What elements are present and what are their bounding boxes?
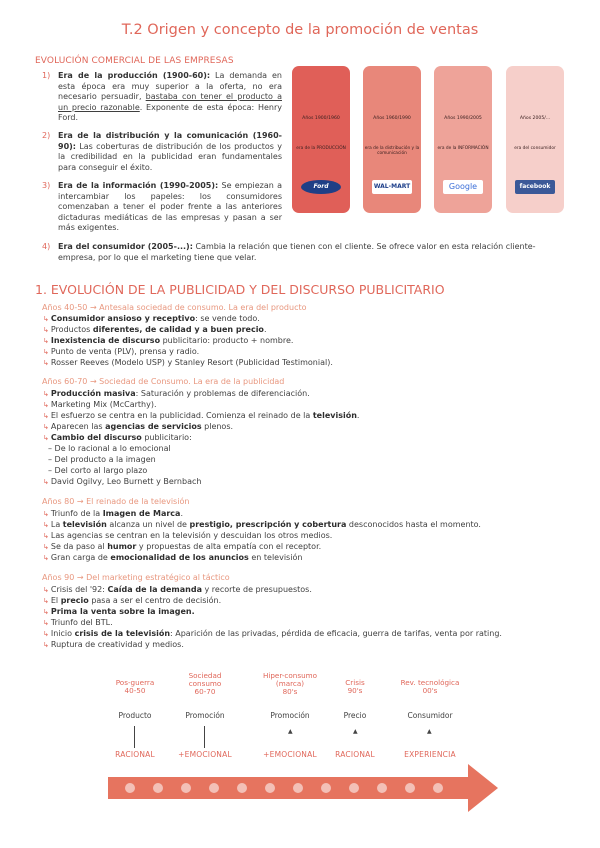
era-card-years: Años 1990/2005 xyxy=(444,116,482,121)
bullet-line: ↳ Las agencias se centran en la televisión y descuidan los otros medios. xyxy=(43,531,333,540)
arrow-icon: ↳ xyxy=(43,586,49,594)
bullet-line: ↳ Aparecen las agencias de servicios plenos. xyxy=(43,422,234,431)
bullet-line: ↳ Inexistencia de discurso publicitario: producto + nombre. xyxy=(43,336,294,345)
period-heading: Años 80 → El reinado de la televisión xyxy=(42,497,190,506)
era-card xyxy=(434,66,492,213)
era-card-label: era de la distribución y la comunicación xyxy=(364,146,420,156)
arrow-icon: ↳ xyxy=(43,619,49,627)
section-heading-publicidad: 1. EVOLUCIÓN DE LA PUBLICIDAD Y DEL DISCURSO PUBLICITARIO xyxy=(35,282,445,297)
arrow-icon: ↳ xyxy=(43,434,49,442)
period-heading: Años 40-50 → Antesala sociedad de consumo. La era del producto xyxy=(42,303,307,312)
arrow-icon: ↳ xyxy=(43,348,49,356)
bullet-line: ↳ Punto de venta (PLV), prensa y radio. xyxy=(43,347,200,356)
era-text: Se empiezan a intercambiar los papeles: los consumidores comenzaban a tener el poder frente a las anteriores dictaduras mediáticas de las empresas y pasan a ser más exigentes. xyxy=(58,181,283,232)
era-card xyxy=(506,66,564,213)
era-card-years: Años 1960/1990 xyxy=(373,116,411,121)
bullet-line: ↳ Se da paso al humor y propuestas de alta empatía con el receptor. xyxy=(43,542,322,551)
timeline-marker: ▲ xyxy=(288,728,293,735)
bullet-line: ↳ Triunfo del BTL. xyxy=(43,618,113,627)
timeline-connector xyxy=(204,726,205,748)
era-number: 2) xyxy=(42,131,51,140)
era-title: Era del consumidor (2005-...): xyxy=(58,242,193,251)
arrow-icon: ↳ xyxy=(43,315,49,323)
bullet-line: ↳ David Ogilvy, Leo Burnett y Bernbach xyxy=(43,477,202,486)
timeline-focus-label: Consumidor xyxy=(407,711,453,720)
timeline-focus-label: Producto xyxy=(118,711,152,720)
timeline-marker: ▲ xyxy=(353,728,358,735)
era-item xyxy=(42,242,562,263)
arrow-icon: ↳ xyxy=(43,510,49,518)
arrow-icon: ↳ xyxy=(43,390,49,398)
timeline-tone-label: +EMOCIONAL xyxy=(178,750,232,759)
period-heading: Años 90 → Del marketing estratégico al táctico xyxy=(42,573,230,582)
era-title: Era de la producción (1900-60): xyxy=(58,71,211,80)
era-item xyxy=(42,131,282,173)
bullet-line: ↳ El precio pasa a ser el centro de decisión. xyxy=(43,596,222,605)
arrow-icon: ↳ xyxy=(43,521,49,529)
timeline-period-label: Hiper-consumo (marca) 80's xyxy=(262,671,318,696)
arrow-icon: ↳ xyxy=(43,401,49,409)
era-card-label: era de la PRODUCCIÓN xyxy=(296,146,346,151)
timeline-focus-label: Promoción xyxy=(270,711,310,720)
timeline-arrow xyxy=(108,764,498,814)
bullet-line: ↳ Inicio crisis de la televisión: Aparición de las privadas, pérdida de eficacia, guerra de tarifas, venta por rating. xyxy=(43,629,502,638)
timeline-period-label: Crisis 90's xyxy=(345,678,365,695)
walmart-logo-icon: WAL-MART xyxy=(372,180,412,194)
bullet-line: ↳ Rosser Reeves (Modelo USP) y Stanley Resort (Publicidad Testimonial). xyxy=(43,358,333,367)
era-card-label: era del consumidor xyxy=(514,146,556,151)
bullet-line: ↳ Cambio del discurso publicitario: xyxy=(43,433,192,442)
era-card-years: Años 1900/1960 xyxy=(302,116,340,121)
timeline-focus-label: Precio xyxy=(343,711,367,720)
arrow-icon: ↳ xyxy=(43,337,49,345)
bullet-line: ↳ La televisión alcanza un nivel de prestigio, prescripción y cobertura desconocidos hasta el momento. xyxy=(43,520,481,529)
timeline-tone-label: +EMOCIONAL xyxy=(263,750,317,759)
era-item xyxy=(42,181,282,234)
arrow-icon: ↳ xyxy=(43,543,49,551)
timeline-tone-label: RACIONAL xyxy=(335,750,375,759)
timeline-tone-label: EXPERIENCIA xyxy=(404,750,456,759)
arrow-icon: ↳ xyxy=(43,326,49,334)
period-heading: Años 60-70 → Sociedad de Consumo. La era de la publicidad xyxy=(42,377,285,386)
era-number: 3) xyxy=(42,181,51,190)
arrow-icon: ↳ xyxy=(43,423,49,431)
era-card-label: era de la INFORMACIÓN xyxy=(437,146,489,151)
page-title: T.2 Origen y concepto de la promoción de ventas xyxy=(121,22,479,38)
arrow-icon: ↳ xyxy=(43,630,49,638)
era-number: 4) xyxy=(42,242,51,251)
era-tail: . Exponente de esta época: Henry Ford. xyxy=(58,102,282,122)
arrow-icon: ↳ xyxy=(43,608,49,616)
era-text: Cambia la relación que tienen con el cliente. Se ofrece valor en esta relación cliente-empresa, por lo que el marketing tiene que velar. xyxy=(58,242,536,262)
bullet-line: ↳ Crisis del '92: Caída de la demanda y recorte de presupuestos. xyxy=(43,585,312,594)
dash-line: – Del producto a la imagen xyxy=(48,455,156,464)
timeline-marker: ▲ xyxy=(427,728,432,735)
arrow-icon: ↳ xyxy=(43,554,49,562)
era-underline: bastaba con tener el producto a un precio razonable xyxy=(58,92,282,112)
era-number: 1) xyxy=(42,71,51,80)
arrow-icon: ↳ xyxy=(43,412,49,420)
era-text: La demanda en esta época era muy superior a la oferta, no era necesario persuadir, xyxy=(58,71,282,101)
bullet-line: ↳ Marketing Mix (McCarthy). xyxy=(43,400,157,409)
bullet-line: ↳ Ruptura de creatividad y medios. xyxy=(43,640,184,649)
era-item xyxy=(42,71,282,124)
era-card xyxy=(292,66,350,213)
google-logo-icon: Google xyxy=(443,180,483,194)
bullet-line: ↳ Producción masiva: Saturación y problemas de diferenciación. xyxy=(43,389,310,398)
bullet-line: ↳ Consumidor ansioso y receptivo: se vende todo. xyxy=(43,314,260,323)
era-text: Las coberturas de distribución de los productos y la credibilidad en la publicidad eran fundamentales para conseguir el éxito. xyxy=(58,141,282,172)
bullet-line: ↳ Gran carga de emocionalidad de los anuncios en televisión xyxy=(43,553,303,562)
facebook-logo-icon: facebook xyxy=(515,180,555,194)
bullet-line: ↳ Triunfo de la Imagen de Marca. xyxy=(43,509,183,518)
timeline-focus-label: Promoción xyxy=(185,711,225,720)
era-card-years: Años 2005/... xyxy=(519,116,551,121)
bullet-line: ↳ Prima la venta sobre la imagen. xyxy=(43,607,195,616)
dash-line: – Del corto al largo plazo xyxy=(48,466,148,475)
section-heading-evolucion: EVOLUCIÓN COMERCIAL DE LAS EMPRESAS xyxy=(35,56,234,66)
era-title: Era de la información (1990-2005): xyxy=(58,181,219,190)
timeline-tone-label: RACIONAL xyxy=(115,750,155,759)
era-title: Era de la distribución y la comunicación (1960-90): xyxy=(58,131,282,151)
bullet-line: ↳ El esfuerzo se centra en la publicidad. Comienza el reinado de la televisión. xyxy=(43,411,360,420)
era-card xyxy=(363,66,421,213)
timeline-period-label: Rev. tecnológica 00's xyxy=(400,678,460,695)
dash-line: – De lo racional a lo emocional xyxy=(48,444,171,453)
timeline-period-label: Pos-guerra 40-50 xyxy=(115,678,155,695)
arrow-icon: ↳ xyxy=(43,597,49,605)
arrow-icon: ↳ xyxy=(43,532,49,540)
bullet-line: ↳ Productos diferentes, de calidad y a buen precio. xyxy=(43,325,267,334)
arrow-icon: ↳ xyxy=(43,478,49,486)
timeline-connector xyxy=(134,726,135,748)
arrow-icon: ↳ xyxy=(43,359,49,367)
arrow-icon: ↳ xyxy=(43,641,49,649)
timeline-period-label: Sociedad consumo 60-70 xyxy=(188,671,222,696)
ford-logo-icon: Ford xyxy=(301,180,341,194)
